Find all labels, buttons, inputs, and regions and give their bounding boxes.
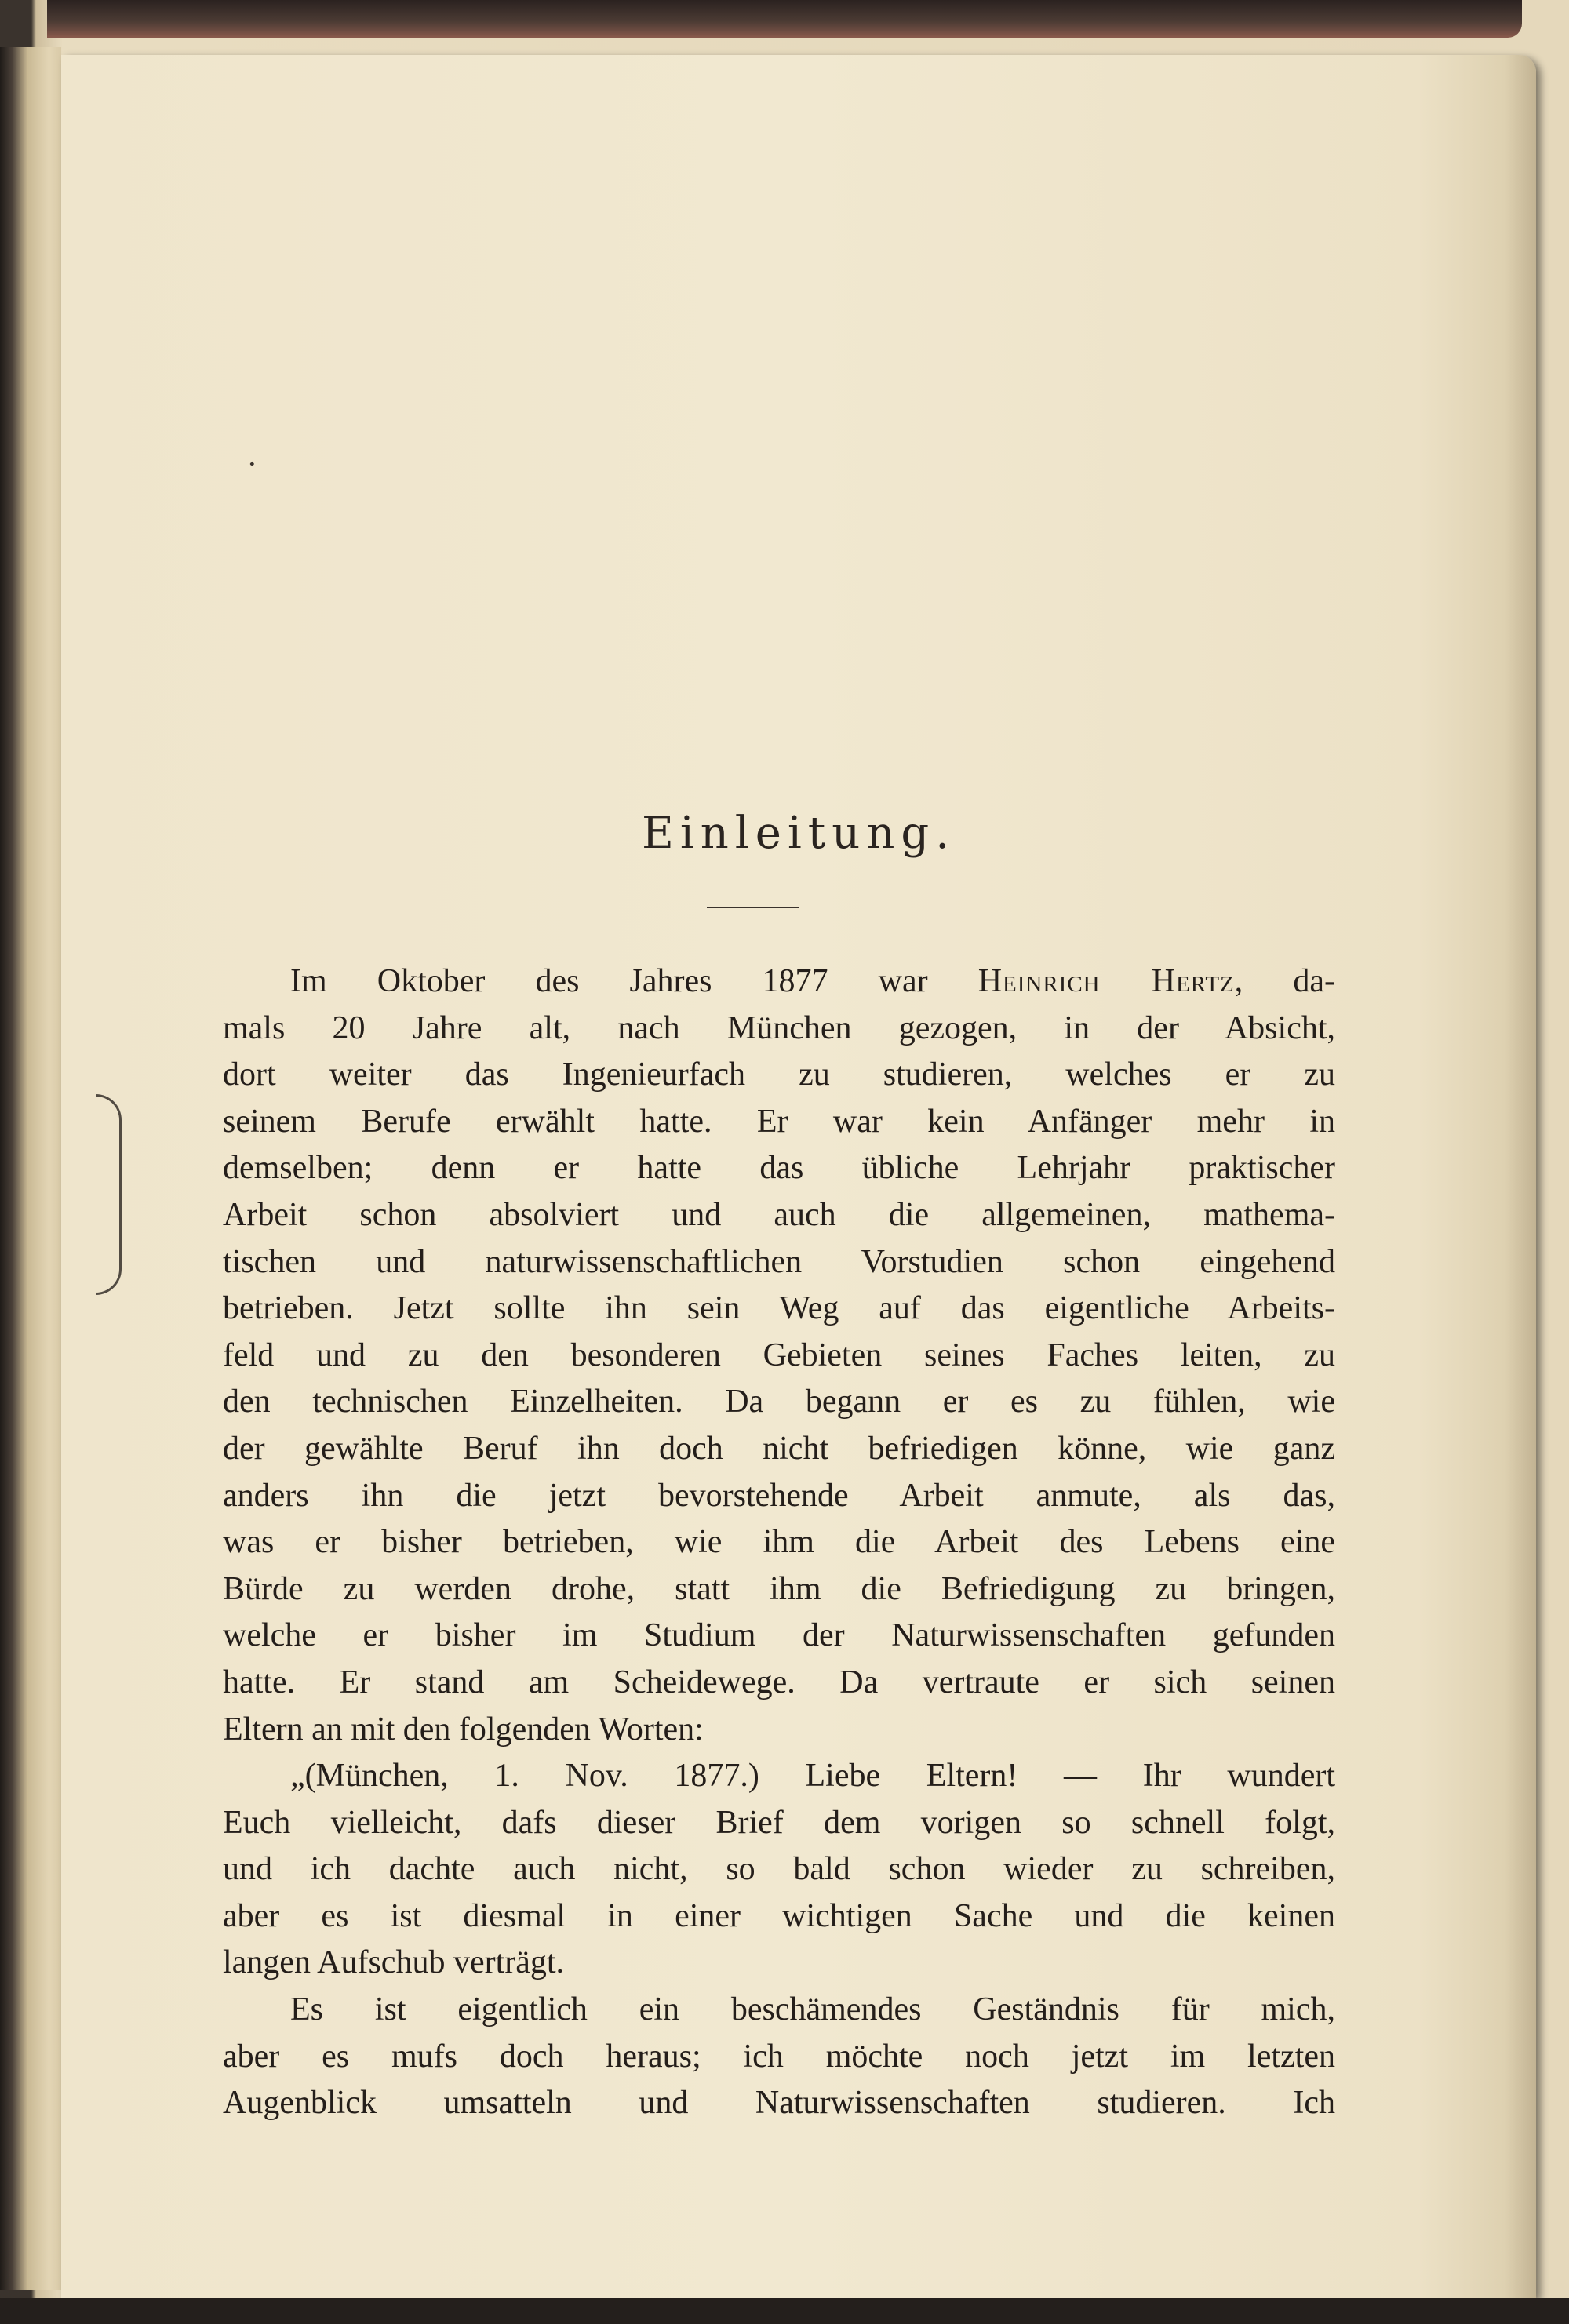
left-page-edge bbox=[0, 47, 61, 2290]
book-cover-edge bbox=[47, 0, 1522, 38]
text-line: demselben; denn er hatte das übliche Lehrjahr praktischer bbox=[223, 1150, 1335, 1187]
book-page bbox=[61, 55, 1536, 2298]
text-line: hatte. Er stand am Scheidewege. Da vertraute er sich seinen bbox=[223, 1664, 1335, 1700]
text-line: dort weiter das Ingenieurfach zu studieren, welches er zu bbox=[223, 1057, 1335, 1093]
title-rule bbox=[707, 907, 799, 908]
text-line: Arbeit schon absolviert und auch die allgemeinen, mathema- bbox=[223, 1196, 1335, 1233]
page-bottom-shadow bbox=[0, 2298, 1569, 2324]
text-line: Es ist eigentlich ein beschämendes Geständnis für mich, bbox=[290, 1991, 1335, 2028]
ink-speck: • bbox=[248, 456, 257, 473]
text-line: seinem Berufe erwählt hatte. Er war kein Anfänger mehr in bbox=[223, 1103, 1335, 1140]
text-line: was er bisher betrieben, wie ihm die Arbeit des Lebens eine bbox=[223, 1524, 1335, 1561]
person-name: Heinrich Hertz bbox=[977, 963, 1235, 999]
text-line: der gewählte Beruf ihn doch nicht befriedigen könne, wie ganz bbox=[223, 1430, 1335, 1467]
text-line: anders ihn die jetzt bevorstehende Arbeit anmute, als das, bbox=[223, 1477, 1335, 1514]
text-line: feld und zu den besonderen Gebieten seines Faches leiten, zu bbox=[223, 1337, 1335, 1373]
text-line: Bürde zu werden drohe, statt ihm die Befriedigung zu bringen, bbox=[223, 1570, 1335, 1607]
text-line: aber es ist diesmal in einer wichtigen Sache und die keinen bbox=[223, 1897, 1335, 1934]
text-line: aber es mufs doch heraus; ich möchte noch jetzt im letzten bbox=[223, 2038, 1335, 2075]
text-line: mals 20 Jahre alt, nach München gezogen, in der Absicht, bbox=[223, 1009, 1335, 1046]
text-line: Eltern an mit den folgenden Worten: bbox=[223, 1711, 704, 1748]
body-text bbox=[223, 958, 1335, 2127]
text-line: welche er bisher im Studium der Naturwissenschaften gefunden bbox=[223, 1617, 1335, 1654]
text-line: Euch vielleicht, dafs dieser Brief dem vorigen so schnell folgt, bbox=[223, 1804, 1335, 1841]
text-line: tischen und naturwissenschaftlichen Vorstudien schon eingehend bbox=[223, 1243, 1335, 1280]
text-line: den technischen Einzelheiten. Da begann er es zu fühlen, wie bbox=[223, 1384, 1335, 1420]
text-line: langen Aufschub verträgt. bbox=[223, 1944, 565, 1981]
margin-pencil-mark bbox=[96, 1094, 122, 1295]
text-line: Augenblick umsatteln und Naturwissenschaften studieren. Ich bbox=[223, 2085, 1335, 2122]
page-title: Einleitung. bbox=[641, 808, 956, 859]
text-line: „(München, 1. Nov. 1877.) Liebe Eltern! — Ihr wundert bbox=[290, 1758, 1335, 1795]
text-line: Im Oktober des Jahres 1877 war Heinrich Hertz, da- bbox=[290, 963, 1335, 999]
text-line: betrieben. Jetzt sollte ihn sein Weg auf das eigentliche Arbeits- bbox=[223, 1290, 1335, 1327]
text-line: und ich dachte auch nicht, so bald schon wieder zu schreiben, bbox=[223, 1851, 1335, 1888]
